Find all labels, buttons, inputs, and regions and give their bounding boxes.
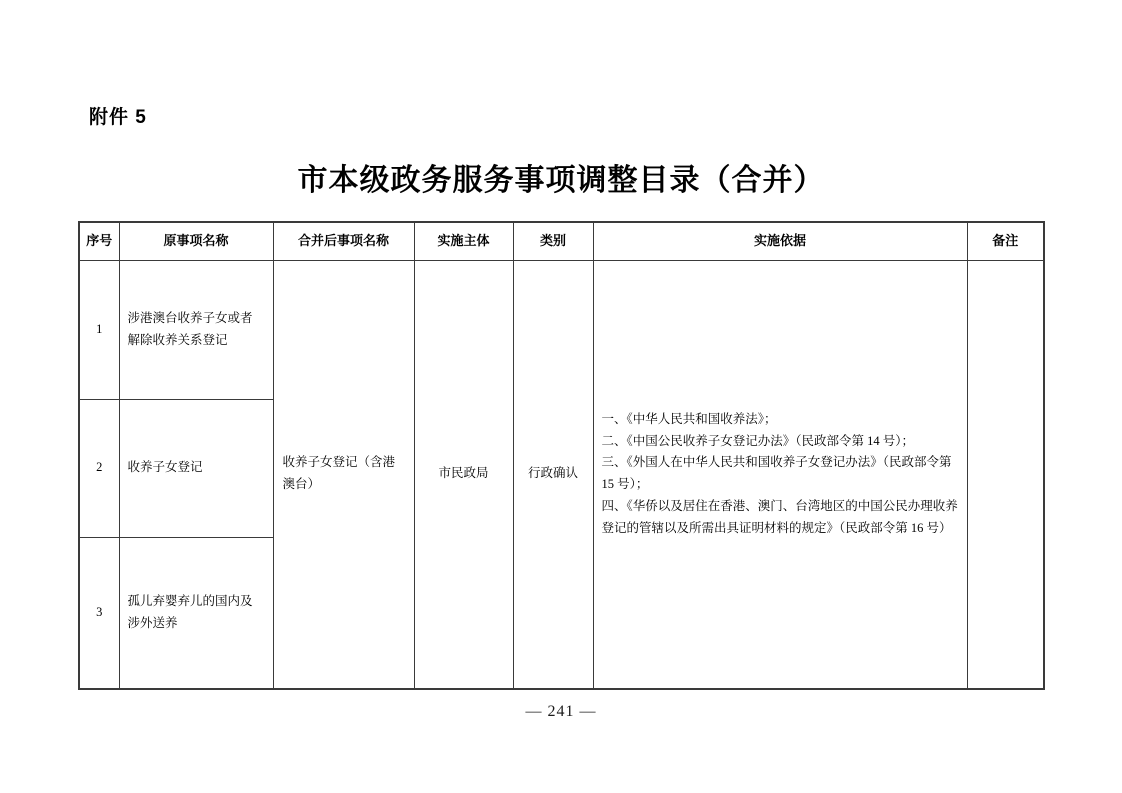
column-header-implementing-body: 实施主体 — [414, 222, 513, 260]
column-header-remark: 备注 — [967, 222, 1044, 260]
cell-serial: 2 — [79, 399, 119, 537]
document-title: 市本级政务服务事项调整目录（合并） — [297, 164, 825, 197]
cell-original-name: 收养子女登记 — [119, 399, 273, 537]
legal-basis-cell: 一、《中华人民共和国收养法》； 二、《中国公民收养子女登记办法》（民政部令第 14 号）； 三、《外国人在中华人民共和国收养子女登记办法》（民政部令第 15 号）； 四、《华侨以及居住在香港、澳门、台湾地区的中国公民办理收养登记的管辖以及所需出具证明材料的规定》（民政部令第 16 号） — [593, 260, 967, 689]
remark-cell — [967, 260, 1044, 689]
catalog-table — [78, 221, 1045, 690]
table-header-row — [79, 222, 1044, 260]
attachment-label: 附件 5 — [89, 107, 147, 128]
column-header-legal-basis: 实施依据 — [593, 222, 967, 260]
cell-serial: 1 — [79, 260, 119, 399]
merged-name-cell: 收养子女登记（含港澳台） — [273, 260, 414, 689]
category-cell: 行政确认 — [513, 260, 593, 689]
column-header-original-name: 原事项名称 — [119, 222, 273, 260]
cell-original-name: 涉港澳台收养子女或者解除收养关系登记 — [119, 260, 273, 399]
column-header-category: 类别 — [513, 222, 593, 260]
implementing-body-cell: 市民政局 — [414, 260, 513, 689]
cell-serial: 3 — [79, 537, 119, 689]
column-header-serial: 序号 — [79, 222, 119, 260]
page-number: — 241 — — [525, 703, 597, 720]
column-header-merged-name: 合并后事项名称 — [273, 222, 414, 260]
cell-original-name: 孤儿弃婴弃儿的国内及涉外送养 — [119, 537, 273, 689]
table-row — [79, 260, 1044, 399]
